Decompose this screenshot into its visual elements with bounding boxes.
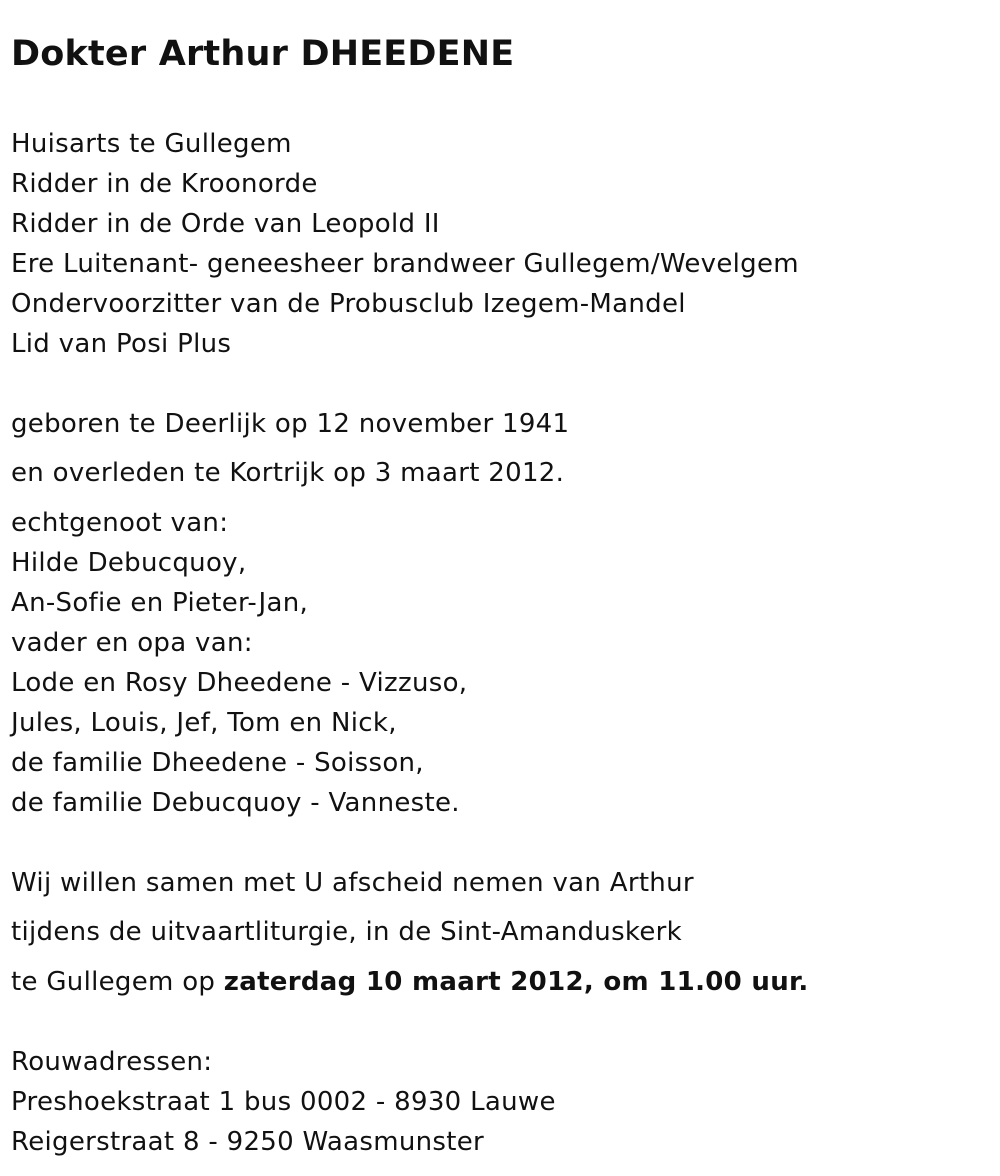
family-line: de familie Dheedene - Soisson, xyxy=(11,748,424,778)
address-line: Preshoekstraat 1 bus 0002 - 8930 Lauwe xyxy=(11,1087,556,1117)
distinction-line: Lid van Posi Plus xyxy=(11,329,232,359)
ceremony-date-line xyxy=(11,966,809,998)
ceremony-line: tijdens de uitvaartliturgie, in de Sint-Amanduskerk xyxy=(11,917,682,947)
family-line: echtgenoot van: xyxy=(11,508,229,538)
distinction-line: Ondervoorzitter van de Probusclub Izegem-Mandel xyxy=(11,289,686,319)
family-line: Jules, Louis, Jef, Tom en Nick, xyxy=(11,708,397,738)
ceremony-prefix: te Gullegem op xyxy=(11,967,224,997)
page-title: Dokter Arthur DHEEDENE xyxy=(11,34,515,74)
distinction-line: Ridder in de Kroonorde xyxy=(11,169,318,199)
family-line: An-Sofie en Pieter-Jan, xyxy=(11,588,309,618)
birth-line: geboren te Deerlijk op 12 november 1941 xyxy=(11,409,570,439)
address-line: Reigerstraat 8 - 9250 Waasmunster xyxy=(11,1127,485,1157)
distinction-line: Huisarts te Gullegem xyxy=(11,129,292,159)
family-line: Lode en Rosy Dheedene - Vizzuso, xyxy=(11,668,468,698)
distinction-line: Ere Luitenant- geneesheer brandweer Gullegem/Wevelgem xyxy=(11,249,799,279)
ceremony-line: Wij willen samen met U afscheid nemen van Arthur xyxy=(11,868,694,898)
addresses-heading: Rouwadressen: xyxy=(11,1047,213,1077)
family-line: Hilde Debucquoy, xyxy=(11,548,247,578)
ceremony-date: zaterdag 10 maart 2012, om 11.00 uur. xyxy=(223,967,809,997)
family-line: vader en opa van: xyxy=(11,628,253,658)
death-line: en overleden te Kortrijk op 3 maart 2012. xyxy=(11,458,565,488)
family-line: de familie Debucquoy - Vanneste. xyxy=(11,788,460,818)
distinction-line: Ridder in de Orde van Leopold II xyxy=(11,209,440,239)
